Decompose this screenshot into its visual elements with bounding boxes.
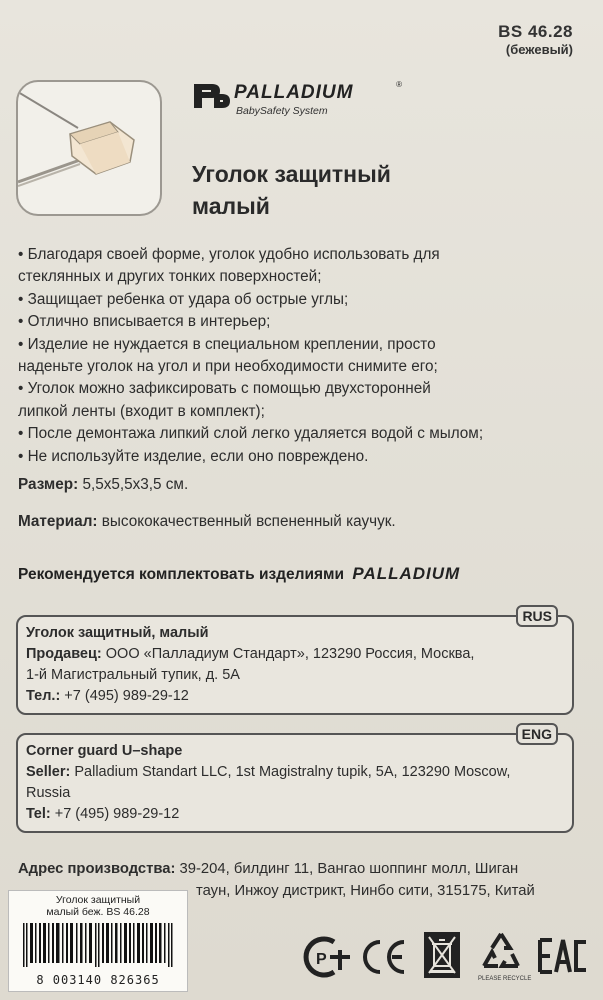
size-value: 5,5х5,5х3,5 см.	[82, 476, 189, 493]
ce-mark-icon	[360, 938, 408, 976]
registered-mark: ®	[396, 80, 402, 89]
feature-line: • После демонтажа липкий слой легко удаляется водой с мылом;	[18, 425, 484, 443]
size-spec	[18, 476, 188, 494]
sticker-label-line1: Уголок защитный	[55, 894, 141, 906]
product-code: BS 46.28	[498, 22, 573, 41]
svg-text:P: P	[316, 951, 327, 968]
feature-list	[18, 244, 588, 468]
eng-seller-line2: Russia	[26, 785, 71, 801]
certification-marks	[300, 928, 590, 990]
eng-seller-label: Seller:	[26, 764, 71, 780]
feature-line: наденьте уголок на угол и при необходимости снимите его;	[18, 358, 438, 376]
palladium-logo-icon	[192, 82, 232, 110]
feature-line: • Уголок можно зафиксировать с помощью двухсторонней	[18, 380, 431, 398]
feature-line: • Защищает ребенка от удара об острые углы;	[18, 290, 349, 308]
barcode-sticker	[8, 890, 188, 992]
brand-tagline: BabySafety System	[236, 105, 328, 117]
recycle-icon	[478, 930, 524, 974]
material-label: Материал:	[18, 513, 98, 530]
color-variant: (бежевый)	[505, 42, 573, 57]
recommend-text: Рекомендуется комплектовать изделиями	[18, 566, 345, 583]
feature-line: стеклянных и других тонких поверхностей;	[18, 268, 322, 286]
product-window	[16, 80, 162, 216]
product-title-line: малый	[192, 193, 270, 219]
feature-line: • Отлично вписывается в интерьер;	[18, 313, 271, 331]
sticker-label-line2: малый беж. BS 46.28	[46, 906, 150, 918]
rus-phone	[26, 686, 564, 707]
product-title	[192, 158, 391, 222]
material-value: высококачественный вспененный каучук.	[101, 513, 396, 530]
recycle-caption: PLEASE RECYCLE	[478, 976, 532, 982]
feature-line: • Благодаря своей форме, уголок удобно использовать для	[18, 246, 440, 263]
feature-line: • Изделие не нуждается в специальном креплении, просто	[18, 335, 436, 353]
material-spec	[18, 513, 396, 531]
feature-line: • Не используйте изделие, если оно повреждено.	[18, 447, 369, 465]
eng-seller	[26, 762, 564, 783]
product-code-block	[498, 22, 573, 57]
eng-info-box	[16, 726, 574, 833]
production-line2: таун, Инжоу дистрикт, Нинбо сити, 315175, Китай	[196, 883, 535, 899]
rus-seller-line2: 1-й Магистральный тупик, д. 5А	[26, 667, 240, 683]
rus-seller-line1: ООО «Палладиум Стандарт», 123290 Россия, Москва,	[101, 646, 475, 662]
barcode-digits: 8 003140 826365	[36, 973, 160, 987]
brand-name: PALLADIUM	[234, 82, 354, 103]
product-title-line: Уголок защитный	[192, 161, 391, 187]
eac-mark-icon	[538, 938, 588, 974]
rus-seller-label: Продавец:	[26, 646, 102, 662]
pct-mark-icon	[300, 936, 352, 978]
feature-line: липкой ленты (входит в комплект);	[18, 402, 265, 420]
brand-logo	[192, 80, 402, 124]
recommend-brand: PALLADIUM	[352, 564, 461, 583]
rus-heading: Уголок защитный, малый	[26, 625, 209, 641]
rus-phone-label: Тел.:	[26, 688, 61, 704]
rus-info-box	[16, 608, 574, 715]
rus-tag: RUS	[516, 605, 558, 627]
rus-seller	[26, 644, 564, 665]
production-label: Адрес производства:	[18, 861, 176, 877]
barcode-icon	[21, 923, 175, 967]
eng-phone-value: +7 (495) 989-29-12	[50, 806, 180, 822]
rus-phone-value: +7 (495) 989-29-12	[60, 688, 189, 704]
corner-guard-illustration	[18, 82, 160, 214]
production-line1: 39-204, билдинг 11, Вангао шоппинг молл, Шиган	[175, 861, 519, 877]
eng-phone	[26, 804, 564, 825]
eng-phone-label: Tel:	[26, 806, 51, 822]
eng-heading: Corner guard U–shape	[26, 743, 183, 759]
recommend-line	[18, 564, 460, 584]
eng-seller-line1: Palladium Standart LLC, 1st Magistralny tupik, 5A, 123290 Moscow,	[70, 764, 511, 780]
eng-tag: ENG	[516, 723, 558, 745]
size-label: Размер:	[18, 476, 79, 493]
weee-bin-icon	[424, 932, 460, 978]
